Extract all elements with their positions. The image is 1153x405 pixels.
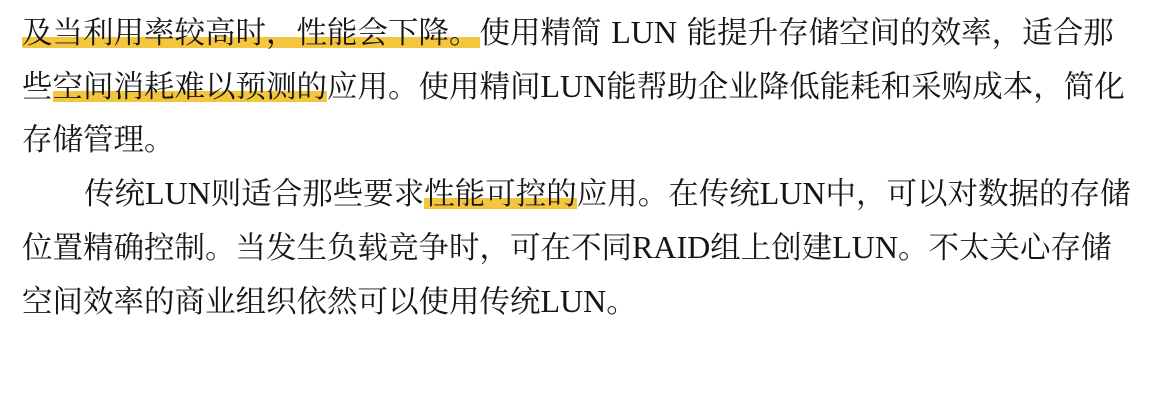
body-text: 组上创建	[710, 231, 833, 266]
body-text: 。不太关心存储空间效率的商业组织依然可以使用传统	[22, 231, 1112, 320]
body-text: 则适合那些要求	[210, 177, 425, 212]
body-text: 传统	[84, 177, 145, 212]
term-lun: LUN	[145, 175, 211, 211]
term-lun: LUN	[832, 229, 898, 265]
term-raid: RAID	[632, 229, 711, 265]
body-text: 。	[606, 285, 637, 320]
body-text: 应用。在传统	[576, 177, 760, 212]
body-text: 使用精简	[479, 16, 612, 51]
body-text: 应用。使用精间	[327, 70, 541, 105]
highlighted-text: 性能可控的	[424, 177, 577, 212]
body-text: 中，可以对数据的存储位置精确控制。当发生负载竞争时，可在不同	[22, 177, 1131, 266]
term-lun: LUN	[540, 68, 607, 104]
body-text: 能帮助企业降低能耗和采购成本，简化存储管理。	[22, 70, 1125, 158]
body-text: 能提升存储空间的效率，适合那些	[22, 16, 1114, 105]
paragraph-traditional-lun	[22, 167, 1139, 329]
highlighted-text: 及当利用率较高时，性能会下降。	[22, 16, 480, 51]
term-lun: LUN	[759, 175, 826, 211]
paragraph-thin-lun	[22, 6, 1139, 167]
term-lun: LUN	[611, 14, 677, 50]
term-lun: LUN	[540, 283, 607, 319]
highlighted-text: 空间消耗难以预测的	[52, 70, 327, 105]
